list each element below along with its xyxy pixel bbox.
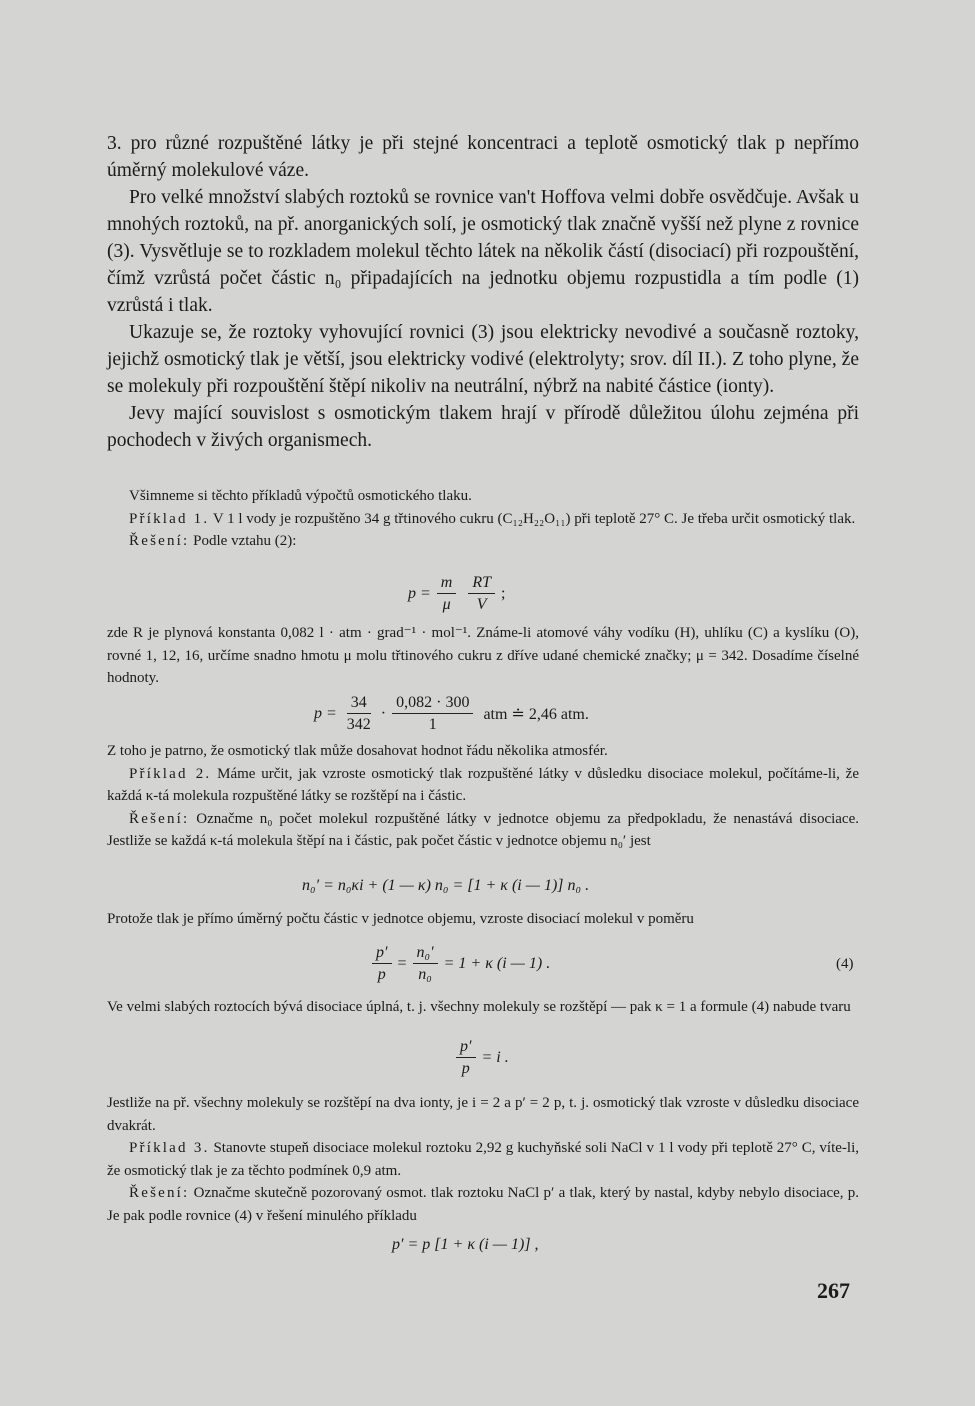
conclusion-1: Z toho je patrno, že osmotický tlak může dosahovat hodnot řádu několika atmosfér. [107, 743, 608, 759]
examples-part-5 [107, 996, 859, 1019]
solution-2 [107, 808, 859, 853]
formula-p-ratio-i: $\frac{p'}{p}$ = i . [450, 1038, 509, 1078]
paragraph-2: Pro velké množství slabých roztoků se rovnice van't Hoffova velmi dobře osvědčuje. Avšak u mnohých roztoků, na př. anorganických solí, je osmotický tlak značně vyšší než plyne z rovnice (3). Vysvětluje se to rozkladem molekul těchto látek na několik částí (disociací) při rozpouštění, čímž vzrůstá počet částic n₀ připadajících na jednotku objemu rozpustidla a tím podle (1) vzrůstá i tlak. [107, 187, 859, 316]
formula-p-m-mu-rt-v: p = $\frac{m}{\mu}$ $\frac{RT}{V}$ ; [408, 574, 506, 613]
example-3-label: Příklad 3. [129, 1140, 210, 1156]
example-2-label: Příklad 2. [129, 765, 212, 782]
examples-part-1 [107, 485, 859, 553]
equation-number-4: (4) [836, 956, 854, 972]
solution-3-label: Řešení: [129, 1185, 190, 1201]
examples-part-2 [107, 622, 859, 690]
proportionality-text: Protože tlak je přímo úměrný počtu částic v jednotce objemu, vzroste disociací molekul v poměru [107, 911, 694, 927]
paragraph-3: Ukazuje se, že roztoky vyhovující rovnici (3) jsou elektricky nevodivé a současně roztoky, jejichž osmotický tlak je větší, jsou elektricky vodivé (elektrolyty; srov. díl II.). Z toho plyne, že se molekuly při rozpouštění štěpí nikoliv na neutrální, nýbrž na nabité částice (ionty). [107, 322, 859, 397]
formula-p-prime: p′ = p [1 + κ (i — 1)] , [392, 1236, 539, 1253]
solution-1 [107, 530, 859, 553]
examples-part-4 [107, 908, 859, 931]
formula-4: $\frac{p'}{p}$ = $\frac{\text{n₀′}}{\text{n₀}}$ = 1 + κ (i — 1) . [366, 944, 550, 984]
example-2 [107, 763, 859, 808]
paragraph-4: Jevy mající souvislost s osmotickým tlakem hrají v přírodě důležitou úlohu zejména při pochodech v živých organismech. [107, 403, 859, 451]
examples-part-3 [107, 740, 859, 853]
example-1-text: V 1 l vody je rozpuštěno 34 g třtinového cukru (C₁₂H₂₂O₁₁) při teplotě 27° C. Je třeba určit osmotický tlak. [209, 510, 856, 527]
paragraph-1: 3. pro různé rozpuštěné látky je při stejné koncentraci a teplotě osmotický tlak p nepřímo úměrný molekulové váze. [107, 133, 859, 181]
formula-n0-prime: n₀′ = n₀κi + (1 — κ) n₀ = [1 + κ (i — 1)] n₀ . [302, 877, 590, 894]
example-1-label: Příklad 1. [129, 510, 210, 527]
intro-examples: Všimneme si těchto příkladů výpočtů osmotického tlaku. [129, 488, 472, 504]
example-3 [107, 1137, 859, 1182]
example-3-text: Stanovte stupeň disociace molekul roztoku 2,92 g kuchyňské soli NaCl v 1 l vody při teplotě 27° C, víte-li, že osmotický tlak je za těchto podmínek 0,9 atm. [107, 1140, 859, 1179]
weak-solutions-text: Ve velmi slabých roztocích bývá disociace úplná, t. j. všechny molekuly se rozštěpí — pak κ = 1 a formule (4) nabude tvaru [107, 999, 851, 1015]
solution-1-label: Řešení: [129, 533, 190, 549]
gas-constant-text: zde R je plynová konstanta 0,082 l · atm · grad⁻¹ · mol⁻¹. Známe-li atomové váhy vodíku (H), uhlíku (C) a kyslíku (O), rovné 1, 12, 16, určíme snadno hmotu μ molu třtinového cukru z dříve udané chemické značky; μ = 342. Dosadíme číselné hodnoty. [107, 625, 859, 686]
solution-3-text: Označme skutečně pozorovaný osmot. tlak roztoku NaCl p′ a tlak, který by nastal, kdyby nebylo disociace, p. Je pak podle rovnice (4) v řešení minulého příkladu [107, 1185, 859, 1224]
page-number: 267 [817, 1278, 850, 1303]
main-text [107, 130, 859, 454]
solution-1-text: Podle vztahu (2): [189, 533, 297, 549]
two-ions-text: Jestliže na př. všechny molekuly se rozštěpí na dva ionty, je i = 2 a p′ = 2 p, t. j. osmotický tlak vzroste v důsledku disociace dvakrát. [107, 1095, 859, 1134]
solution-2-text: Označme n₀ počet molekul rozpuštěné látky v jednotce objemu za předpokladu, že nenastává disociace. Jestliže se každá κ-tá molekula štěpí na i částic, pak počet částic v jednotce objemu n₀′ jest [107, 810, 859, 849]
solution-3 [107, 1182, 859, 1227]
formula-numeric: p = $\frac{34}{342}$ · $\frac{0,082 \cdot 300}{1}$ atm ≐ 2,46 atm. [314, 694, 589, 733]
examples-part-6 [107, 1092, 859, 1227]
solution-2-label: Řešení: [129, 810, 190, 827]
example-1 [107, 508, 859, 531]
example-2-text: Máme určit, jak vzroste osmotický tlak rozpuštěné látky v důsledku disociace molekul, počítáme-li, že každá κ-tá molekula rozpuštěné látky se rozštěpí na i částic. [107, 765, 859, 804]
